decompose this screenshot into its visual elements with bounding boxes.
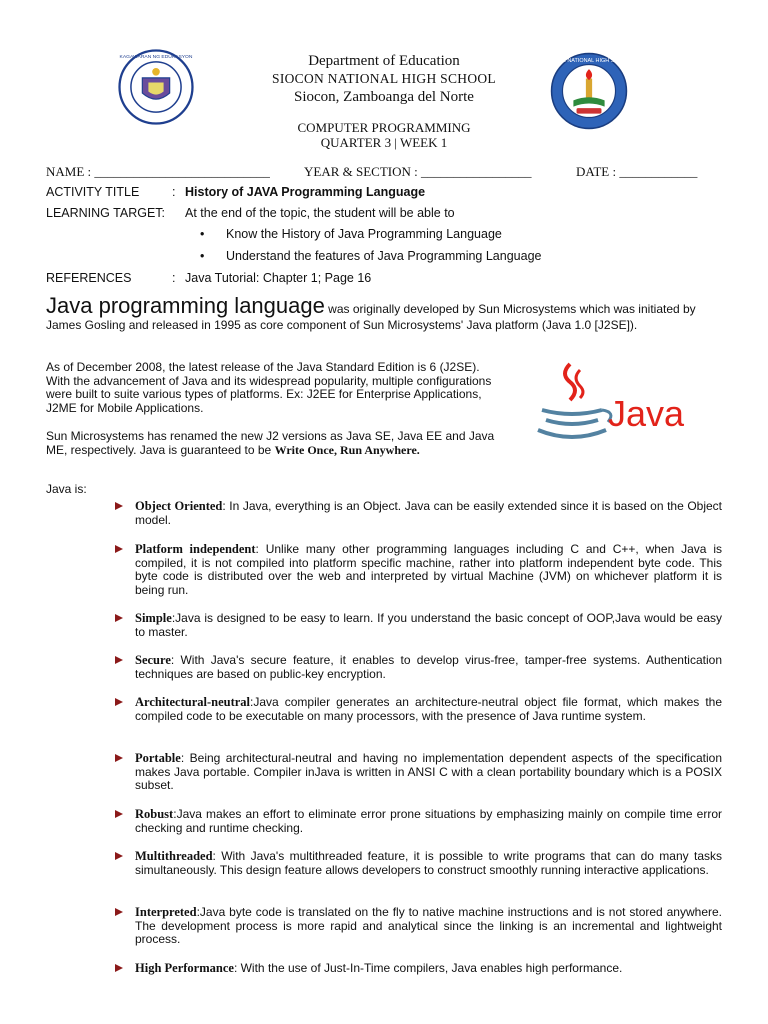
- separator: :: [171, 611, 176, 625]
- separator: :: [172, 185, 176, 199]
- separator: :: [212, 849, 222, 863]
- separator: :: [250, 695, 254, 709]
- feature-desc: With Java's multithreaded feature, it is possible to write programs that can do many tasks simultaneously. This design feature allows developers to construct smoothly running interactive applications.: [135, 849, 722, 877]
- arrow-bullet-icon: [114, 544, 124, 554]
- separator: :: [172, 271, 176, 285]
- para-renamed-text: Sun Microsystems has renamed the new J2 versions as Java SE, Java EE and Java ME, respectively. Java is guaranteed to be: [46, 429, 495, 457]
- arrow-bullet-icon: [114, 753, 124, 763]
- separator: :: [196, 905, 200, 919]
- feature-term: High Performance: [135, 961, 234, 975]
- arrow-bullet-icon: [114, 613, 124, 623]
- feature-item: [110, 906, 722, 947]
- java-is-label: Java is:: [46, 482, 87, 496]
- department-name: Department of Education: [308, 53, 460, 69]
- svg-text:SIOCON NATIONAL HIGH SCHOOL: SIOCON NATIONAL HIGH SCHOOL: [544, 58, 634, 65]
- feature-term: Object Oriented: [135, 499, 223, 513]
- intro-lead: Java programming language: [46, 293, 325, 318]
- arrow-bullet-icon: [114, 655, 124, 665]
- feature-term: Secure: [135, 653, 171, 667]
- intro-text: was originally developed by Sun Microsystems which was initiated by James Gosling and released in 1995 as core component of Sun Microsystems' Java platform (Java 1.0 [J2SE]).: [46, 302, 696, 332]
- feature-item: [110, 752, 722, 793]
- student-info-row: [46, 164, 697, 180]
- feature-term: Platform independent: [135, 542, 256, 556]
- arrow-bullet-icon: [114, 851, 124, 861]
- activity-label: ACTIVITY TITLE: [46, 185, 140, 199]
- java-wordmark: Java: [608, 393, 685, 434]
- date-field[interactable]: DATE : ____________: [576, 164, 698, 179]
- target-bullet-text: Understand the features of Java Programming Language: [226, 249, 542, 263]
- feature-desc: Java compiler generates an architecture-neutral object file format, which makes the compiled code to be executable on many processors, with the presence of Java runtime system.: [135, 695, 722, 723]
- feature-term: Portable: [135, 751, 181, 765]
- feature-item: [110, 696, 722, 723]
- separator: :: [173, 807, 177, 821]
- learning-target-row: [46, 206, 455, 220]
- separator: :: [233, 961, 241, 975]
- feature-term: Architectural-neutral: [135, 695, 251, 709]
- feature-desc: Java makes an effort to eliminate error prone situations by emphasizing mainly on compile time error checking and runtime checking.: [135, 807, 722, 835]
- subject-heading: [0, 120, 768, 150]
- year-section-field[interactable]: YEAR & SECTION : _________________: [304, 164, 532, 179]
- wora-slogan: Write Once, Run Anywhere.: [274, 442, 420, 457]
- references-label: REFERENCES: [46, 271, 132, 285]
- feature-term: Robust: [135, 807, 174, 821]
- arrow-bullet-icon: [114, 963, 124, 973]
- references-row: [46, 271, 371, 285]
- feature-term: Interpreted: [135, 905, 197, 919]
- letterhead: [0, 52, 768, 107]
- java-logo: [526, 360, 685, 452]
- target-bullet: • Understand the features of Java Programming Language: [200, 249, 542, 263]
- feature-desc: In Java, everything is an Object. Java can be easily extended since it is based on the Object model.: [135, 499, 723, 527]
- feature-item: [110, 612, 722, 639]
- quarter-week: QUARTER 3 | WEEK 1: [320, 135, 448, 150]
- feature-desc: Unlike many other programming languages including C and C++, when Java is compiled, it is not compiled into platform specific machine, rather into platform independent byte code. This byte code is distributed over the web and interpreted by virtual Machine (JVM) on whichever platform it is being run.: [135, 542, 722, 597]
- separator: :: [170, 653, 181, 667]
- references-value: Java Tutorial: Chapter 1; Page 16: [185, 271, 372, 285]
- para-release-history: As of December 2008, the latest release of the Java Standard Edition is 6 (J2SE). With the advancement of Java and its widespread popularity, multiple configurations were built to suite various types of platforms. Ex: J2EE for Enterprise Applications, J2ME for Mobile Applications.: [46, 360, 492, 415]
- learning-target-value: At the end of the topic, the student will be able to: [185, 206, 455, 220]
- feature-item: [110, 500, 722, 527]
- arrow-bullet-icon: [114, 907, 124, 917]
- separator: :: [255, 542, 266, 556]
- arrow-bullet-icon: [114, 501, 124, 511]
- feature-term: Simple: [135, 611, 172, 625]
- arrow-bullet-icon: [114, 809, 124, 819]
- arrow-bullet-icon: [114, 697, 124, 707]
- learning-target-label: LEARNING TARGET:: [46, 206, 166, 220]
- activity-value: History of JAVA Programming Language: [185, 185, 426, 199]
- feature-item: [110, 654, 722, 681]
- feature-term: Multithreaded: [135, 849, 213, 863]
- feature-item: [110, 808, 722, 835]
- feature-item: [110, 543, 722, 597]
- feature-desc: Java byte code is translated on the fly to native machine instructions and is not stored anywhere. The development process is more rapid and analytical since the linking is an incremental and lightweight process.: [135, 905, 722, 947]
- feature-item: [110, 962, 722, 976]
- feature-item: [110, 850, 722, 877]
- separator: :: [222, 499, 230, 513]
- feature-desc: Being architectural-neutral and having no implementation dependent aspects of the specification makes Java portable. Compiler inJava is written in ANSI C with a clean portability boundary which is a POSIX subset.: [135, 751, 722, 793]
- separator: :: [180, 751, 190, 765]
- feature-desc: With the use of Just-In-Time compilers, Java enables high performance.: [240, 961, 623, 975]
- para-renamed: [46, 430, 502, 457]
- target-bullet: • Know the History of Java Programming Language: [200, 227, 502, 241]
- feature-desc: With Java's secure feature, it enables to develop virus-free, tamper-free systems. Authentication techniques are based on public-key encryption.: [135, 653, 722, 681]
- name-field[interactable]: NAME : ___________________________: [46, 164, 270, 179]
- school-location: Siocon, Zamboanga del Norte: [294, 89, 474, 105]
- svg-text:KAGAWARAN NG EDUKASYON: KAGAWARAN NG EDUKASYON: [119, 55, 193, 61]
- target-bullet-text: Know the History of Java Programming Language: [226, 227, 502, 241]
- feature-desc: Java is designed to be easy to learn. If you understand the basic concept of OOP,Java would be easy to master.: [135, 611, 722, 639]
- intro-paragraph: [46, 293, 726, 332]
- activity-title-row: [46, 185, 425, 199]
- school-name: SIOCON NATIONAL HIGH SCHOOL: [272, 71, 496, 86]
- subject-title: COMPUTER PROGRAMMING: [297, 120, 471, 135]
